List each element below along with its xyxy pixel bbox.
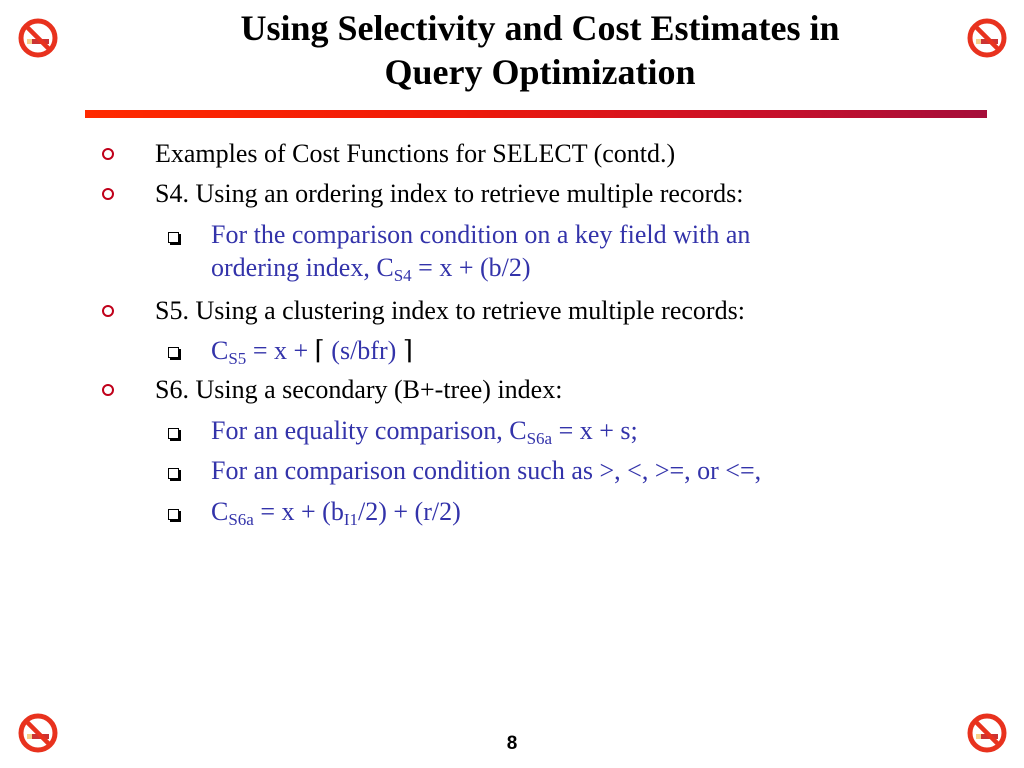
square-bullet-icon — [168, 232, 179, 243]
page-number: 8 — [506, 733, 518, 754]
formula-text: C — [211, 497, 229, 526]
formula-text: = x + — [246, 336, 315, 365]
formula-text: = x + s; — [552, 416, 638, 445]
formula-text: C — [211, 336, 229, 365]
subbullet-s5-formula — [211, 335, 413, 367]
square-bullet-icon — [168, 428, 179, 439]
formula-subscript: S6a — [228, 510, 254, 529]
square-bullet-icon — [168, 468, 179, 479]
formula-subscript: S5 — [228, 349, 247, 368]
subbullet-s4-line1: For the comparison condition on a key field with an — [211, 220, 751, 249]
circle-bullet-icon — [102, 305, 114, 317]
ceiling-left-bracket: ⌈ — [314, 336, 325, 365]
formula-text: = x + (b — [253, 497, 344, 526]
subbullet-s6-comparison: For an comparison condition such as >, <, >=, or <=, — [211, 456, 762, 485]
formula-subscript: S4 — [393, 266, 412, 285]
subbullet-s6-equality — [211, 415, 638, 447]
formula-text: (s/bfr) — [324, 336, 403, 365]
bullet-s4: S4. Using an ordering index to retrieve multiple records: — [155, 179, 744, 208]
formula-subscript: I1 — [343, 510, 358, 529]
formula-text: /2) + (r/2) — [358, 497, 461, 526]
formula-text: ordering index, C — [211, 253, 394, 282]
subbullet-s4-line2 — [211, 252, 531, 284]
bullet-examples: Examples of Cost Functions for SELECT (contd.) — [155, 139, 676, 168]
bullet-s6: S6. Using a secondary (B+-tree) index: — [155, 375, 563, 404]
title-line-2: Query Optimization — [384, 52, 696, 92]
formula-subscript: S6a — [526, 429, 553, 448]
subbullet-s6-formula — [211, 496, 461, 528]
circle-bullet-icon — [102, 188, 114, 200]
title-line-1: Using Selectivity and Cost Estimates in — [240, 8, 840, 48]
formula-text: For an equality comparison, C — [211, 416, 527, 445]
square-bullet-icon — [168, 347, 179, 358]
ceiling-right-bracket: ⌉ — [402, 336, 413, 365]
circle-bullet-icon — [102, 148, 114, 160]
square-bullet-icon — [168, 509, 179, 520]
formula-text: = x + (b/2) — [411, 253, 531, 282]
bullet-s5: S5. Using a clustering index to retrieve multiple records: — [155, 296, 745, 325]
circle-bullet-icon — [102, 384, 114, 396]
